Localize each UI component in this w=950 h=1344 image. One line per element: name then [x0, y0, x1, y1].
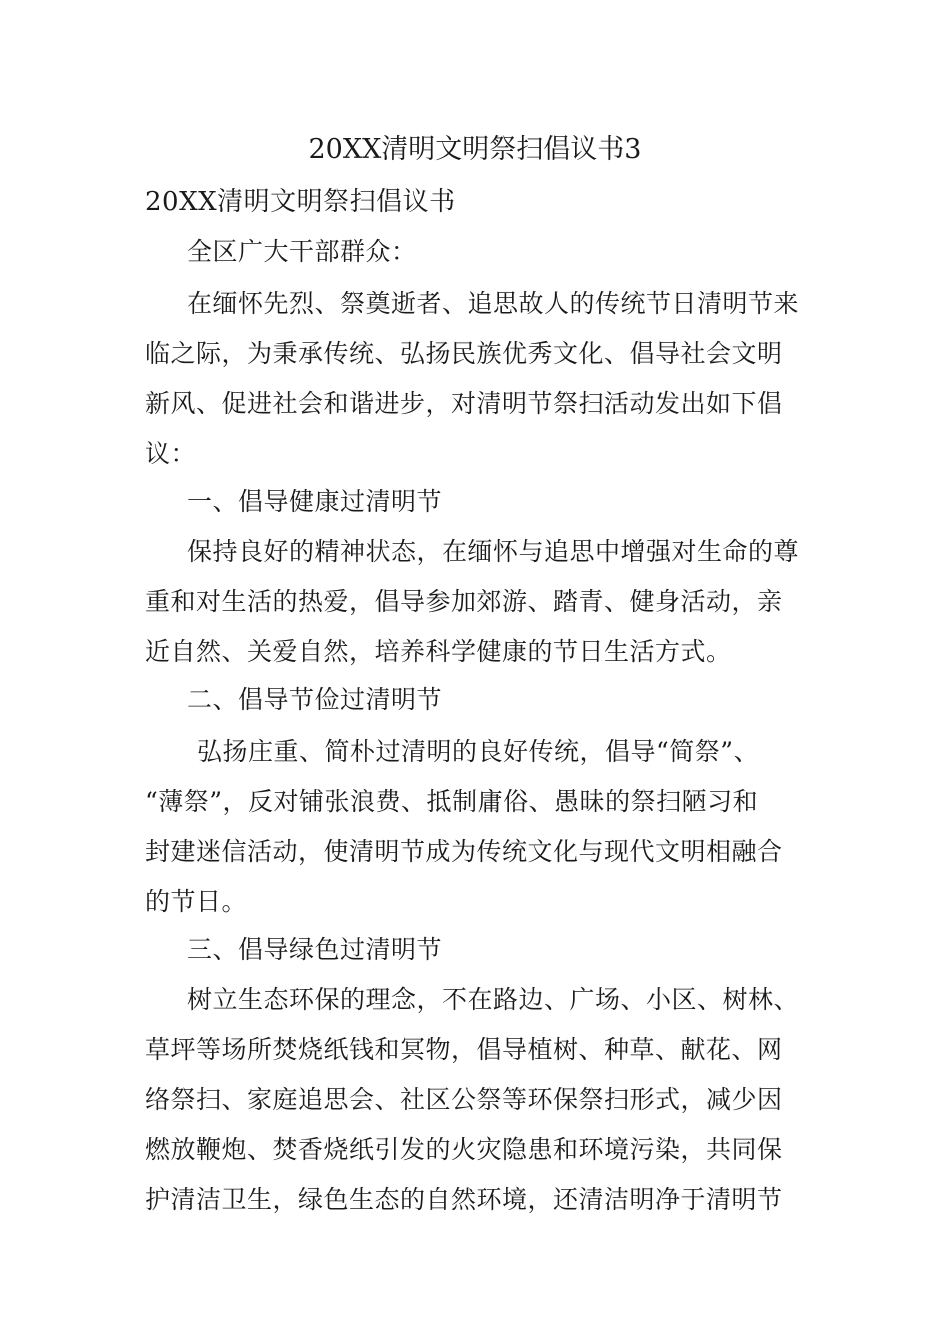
section-heading-3: 三、倡导绿色过清明节	[187, 935, 443, 964]
section-3-line: 草坪等场所焚烧纸钱和冥物，倡导植树、种草、献花、网	[145, 1035, 783, 1064]
intro-line: 临之际，为秉承传统、弘扬民族优秀文化、倡导社会文明	[145, 339, 783, 368]
section-1-line: 保持良好的精神状态，在缅怀与追思中增强对生命的尊	[187, 537, 800, 566]
intro-line: 在缅怀先烈、祭奠逝者、追思故人的传统节日清明节来	[187, 289, 800, 318]
document-subtitle: 20XX清明文明祭扫倡议书	[145, 187, 456, 217]
section-3-line: 树立生态环保的理念，不在路边、广场、小区、树林、	[187, 985, 800, 1014]
section-heading-1: 一、倡导健康过清明节	[187, 487, 443, 516]
intro-line: 新风、促进社会和谐进步，对清明节祭扫活动发出如下倡	[145, 389, 783, 418]
section-3-line: 络祭扫、家庭追思会、社区公祭等环保祭扫形式，减少因	[145, 1085, 783, 1114]
section-1-line: 近自然、关爱自然，培养科学健康的节日生活方式。	[145, 637, 732, 666]
document-title: 20XX清明文明祭扫倡议书3	[308, 134, 642, 165]
section-3-line: 护清洁卫生，绿色生态的自然环境，还清洁明净于清明节	[145, 1185, 783, 1214]
section-2-line: 的节日。	[145, 887, 248, 916]
section-2-line: 弘扬庄重、简朴过清明的良好传统，倡导“简祭”、	[197, 737, 760, 766]
intro-line: 议：	[145, 439, 197, 468]
salutation: 全区广大干部群众：	[187, 237, 417, 266]
section-1-line: 重和对生活的热爱，倡导参加郊游、踏青、健身活动，亲	[145, 587, 783, 616]
section-2-line: “薄祭”，反对铺张浪费、抵制庸俗、愚昧的祭扫陋习和	[145, 787, 759, 816]
section-3-line: 燃放鞭炮、焚香烧纸引发的火灾隐患和环境污染，共同保	[145, 1135, 783, 1164]
section-heading-2: 二、倡导节俭过清明节	[187, 685, 443, 714]
section-2-line: 封建迷信活动，使清明节成为传统文化与现代文明相融合	[145, 837, 783, 866]
